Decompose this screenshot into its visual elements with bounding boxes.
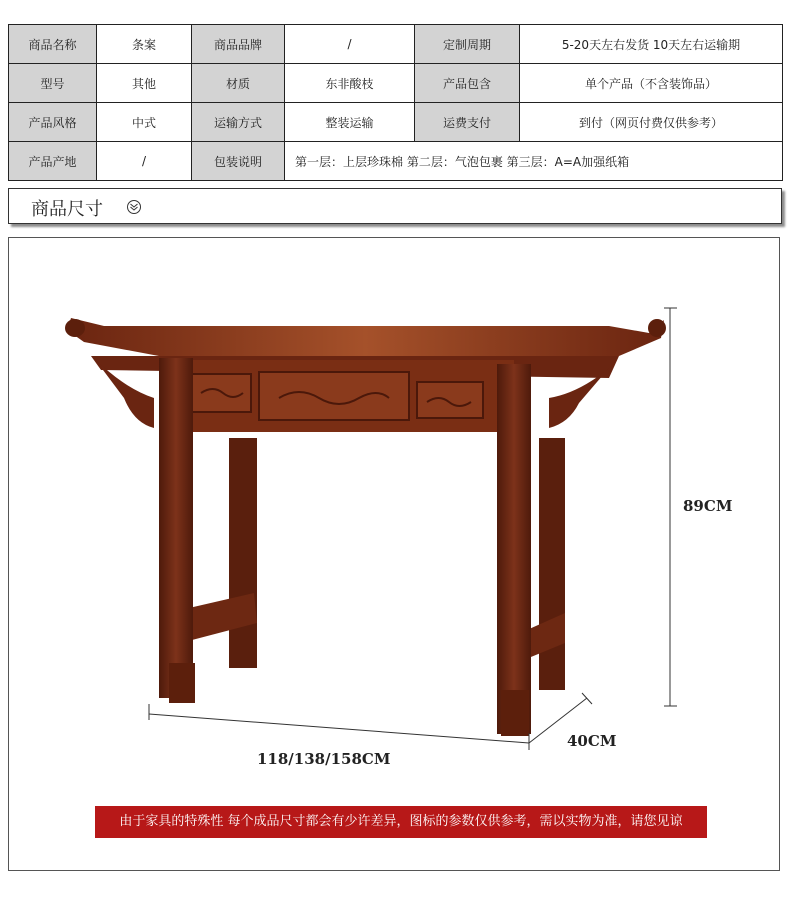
- spec-label: 运输方式: [192, 103, 285, 142]
- spec-label: 商品品牌: [192, 25, 285, 64]
- spec-value: /: [285, 25, 415, 64]
- section-title: 商品尺寸: [31, 199, 103, 220]
- table-row: [9, 103, 783, 142]
- spec-value: 中式: [97, 103, 192, 142]
- chevron-down-circle-icon: [127, 200, 141, 214]
- spec-label: 产品产地: [9, 142, 97, 181]
- length-dimension: 118/138/158CM: [257, 750, 391, 768]
- spec-label: 材质: [192, 64, 285, 103]
- spec-table: [8, 24, 783, 181]
- height-dimension: 89CM: [683, 497, 733, 515]
- spec-label: 定制周期: [415, 25, 520, 64]
- spec-label: 包装说明: [192, 142, 285, 181]
- altar-table-image: [9, 238, 779, 870]
- spec-label: 型号: [9, 64, 97, 103]
- dimension-panel: [8, 237, 780, 871]
- table-row: [9, 142, 783, 181]
- spec-label: 产品风格: [9, 103, 97, 142]
- spec-value: 条案: [97, 25, 192, 64]
- size-notice: 由于家具的特殊性 每个成品尺寸都会有少许差异，图标的参数仅供参考，需以实物为准，请您见谅: [95, 806, 707, 838]
- spec-value: 5-20天左右发货 10天左右运输期: [520, 25, 783, 64]
- spec-value: 整装运输: [285, 103, 415, 142]
- table-row: [9, 25, 783, 64]
- packaging-value: 第一层：上层珍珠棉 第二层：气泡包裹 第三层：A=A加强纸箱: [285, 142, 783, 181]
- spec-value: 到付（网页付费仅供参考）: [520, 103, 783, 142]
- spec-value: 东非酸枝: [285, 64, 415, 103]
- depth-dimension: 40CM: [567, 732, 617, 750]
- spec-value: /: [97, 142, 192, 181]
- spec-value: 单个产品（不含装饰品）: [520, 64, 783, 103]
- section-header: [8, 188, 782, 224]
- table-row: [9, 64, 783, 103]
- spec-value: 其他: [97, 64, 192, 103]
- spec-label: 运费支付: [415, 103, 520, 142]
- spec-label: 产品包含: [415, 64, 520, 103]
- spec-label: 商品名称: [9, 25, 97, 64]
